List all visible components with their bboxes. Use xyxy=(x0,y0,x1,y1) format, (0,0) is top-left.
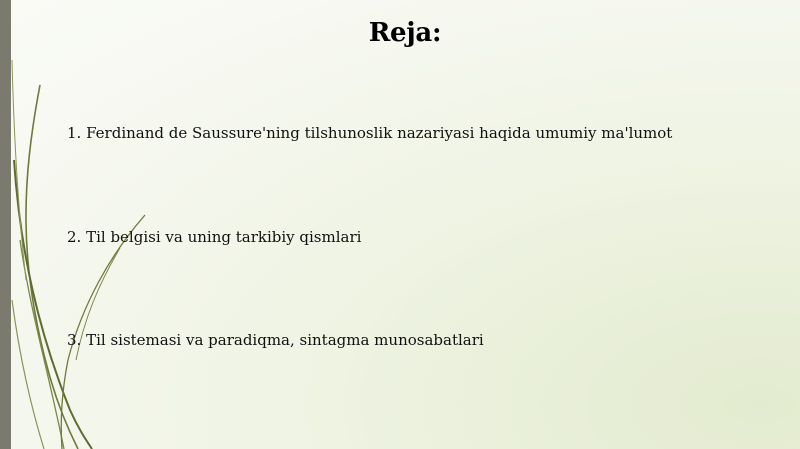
plan-item-2: 2. Til belgisi va uning tarkibiy qismlari xyxy=(67,228,362,246)
plan-item-1: 1. Ferdinand de Saussure'ning tilshunoslik nazariyasi haqida umumiy ma'lumot xyxy=(67,124,673,142)
plan-item-3: 3. Til sistemasi va paradiqma, sintagma munosabatlari xyxy=(67,331,484,349)
slide-title: Reja: xyxy=(368,18,442,48)
plant-stem-lines-decoration xyxy=(0,0,160,449)
